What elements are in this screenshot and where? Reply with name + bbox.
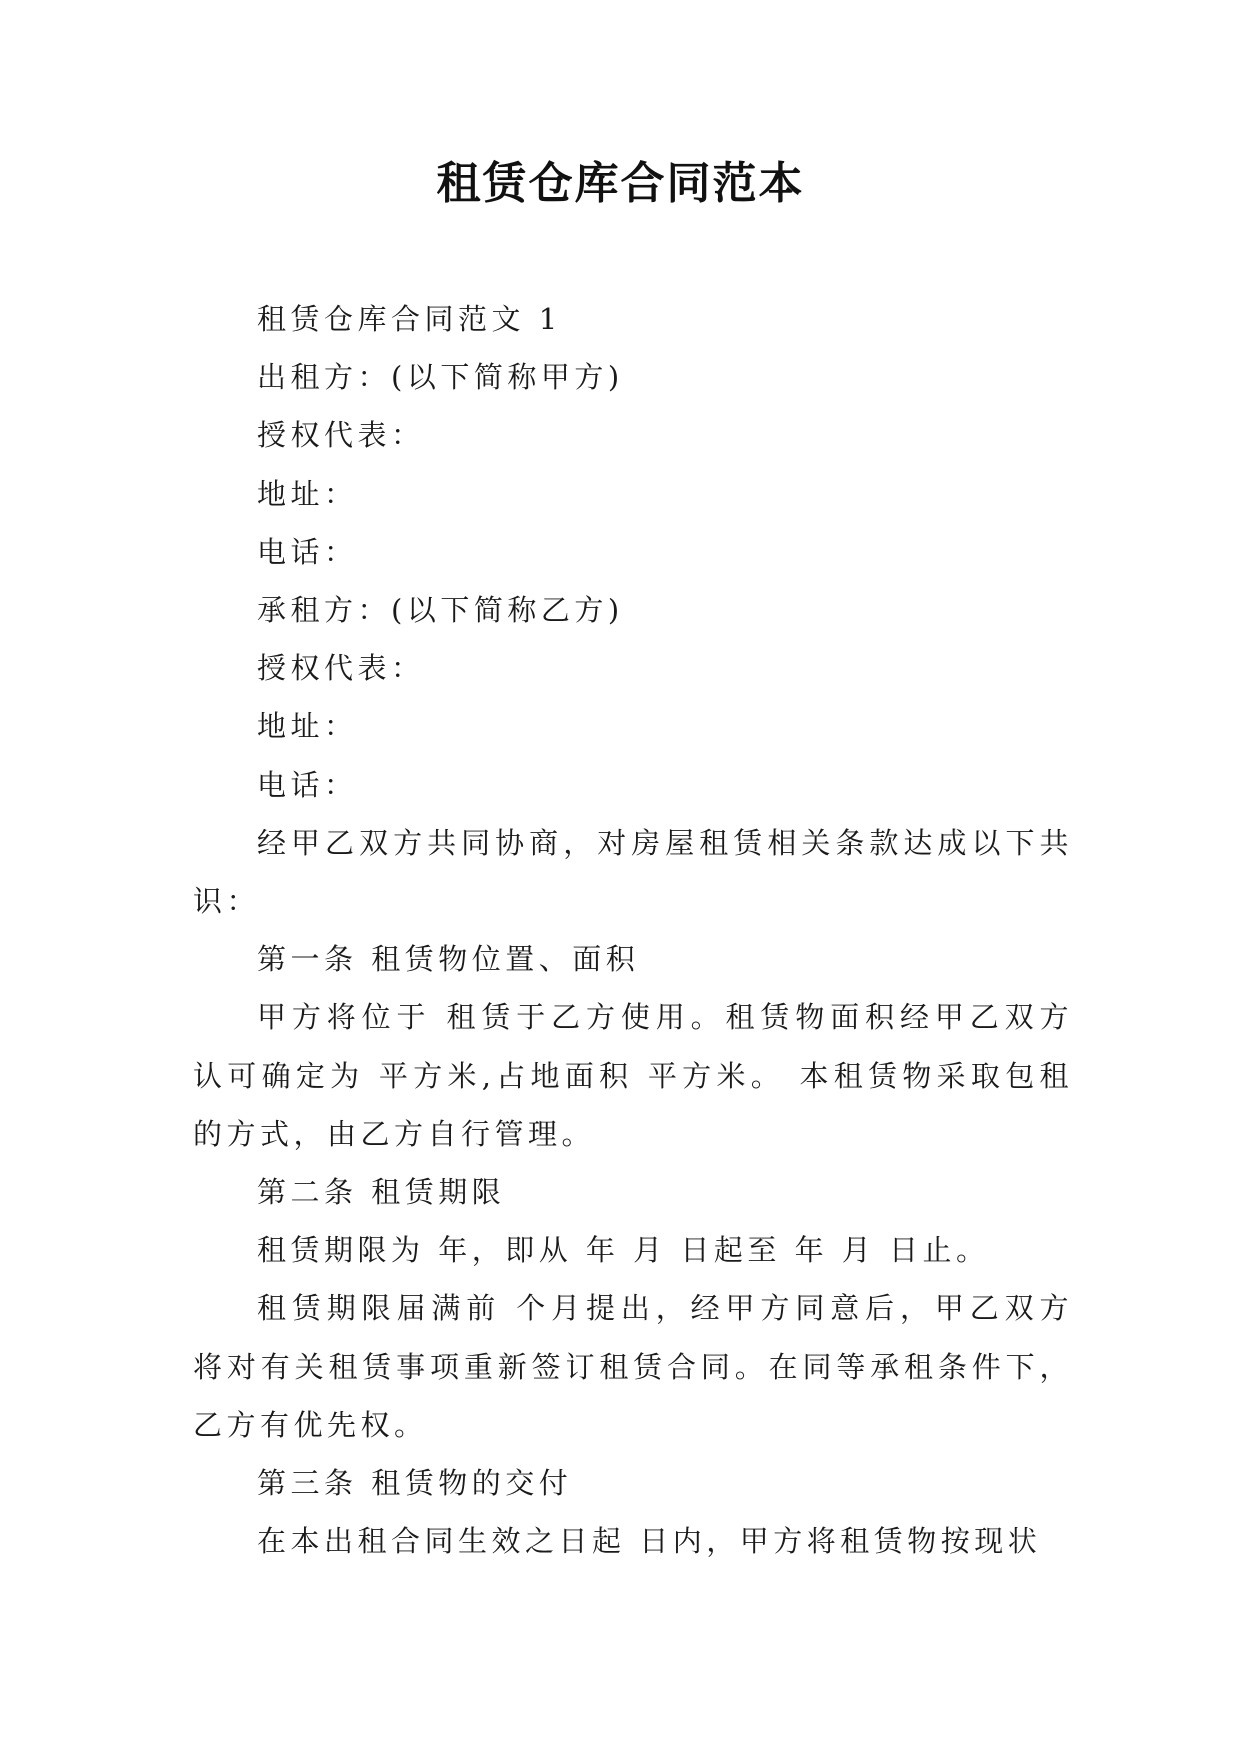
paragraph-article-3-heading: 第三条 租赁物的交付	[257, 1466, 573, 1501]
paragraph-lessee: 承租方：(以下简称乙方)	[257, 593, 624, 628]
document-title: 租赁仓库合同范本	[436, 158, 805, 209]
paragraph-article-1-heading: 第一条 租赁物位置、面积	[257, 942, 640, 977]
paragraph-article-1-body: 甲方将位于 租赁于乙方使用。租赁物面积经甲乙双方认可确定为 平方米,占地面积 平方米。 本租赁物采取包租的方式，由乙方自行管理。	[193, 1000, 1073, 1151]
paragraph-consensus: 经甲乙双方共同协商，对房屋租赁相关条款达成以下共识：	[193, 825, 1073, 919]
paragraph-lessee-phone: 电话：	[257, 767, 358, 802]
paragraph-lessor-representative: 授权代表：	[257, 418, 425, 453]
paragraph-article-2-renewal: 租赁期限届满前 个月提出，经甲方同意后，甲乙双方将对有关租赁事项重新签订租赁合同。在同等承租条件下，乙方有优先权。	[193, 1291, 1073, 1442]
paragraph-article-2-term: 租赁期限为 年，即从 年 月 日起至 年 月 日止。	[257, 1233, 990, 1268]
paragraph-article-3-body: 在本出租合同生效之日起 日内，甲方将租赁物按现状	[257, 1524, 1042, 1559]
paragraph-lessee-representative: 授权代表：	[257, 651, 425, 686]
paragraph-article-2-heading: 第二条 租赁期限	[257, 1175, 506, 1210]
paragraph-lessee-address: 地址：	[257, 709, 358, 744]
paragraph-lessor-phone: 电话：	[257, 534, 358, 569]
paragraph-lessor-address: 地址：	[257, 476, 358, 511]
paragraph-heading-sample: 租赁仓库合同范文 1	[257, 302, 562, 336]
paragraph-lessor: 出租方：(以下简称甲方)	[257, 360, 624, 395]
document-body	[193, 290, 1073, 1570]
